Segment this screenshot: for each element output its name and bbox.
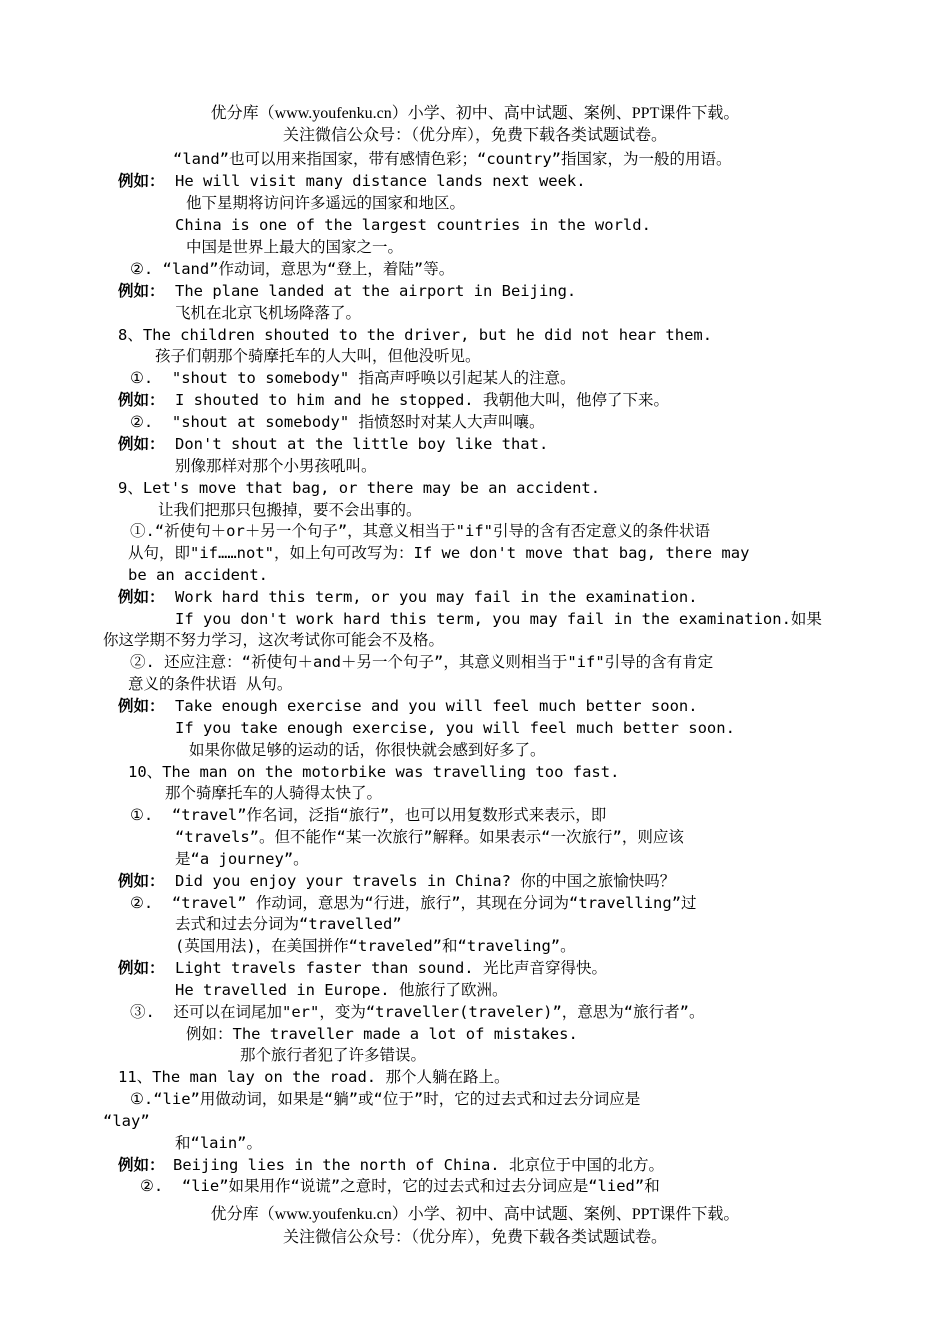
text-line: ①.“lie”用做动词，如果是“躺”或“位于”时，它的过去式和过去分词应是 bbox=[130, 1090, 641, 1108]
example-label: 例如： bbox=[118, 435, 165, 453]
header-line-2: 关注微信公众号：（优分库），免费下载各类试题试卷。 bbox=[282, 127, 667, 144]
text-line: China is one of the largest countries in the world. bbox=[175, 216, 651, 234]
text-line: be an accident. bbox=[128, 566, 268, 584]
text-line: ②. “lie”如果用作“说谎”之意时，它的过去式和过去分词应是“lied”和 bbox=[140, 1177, 660, 1195]
example-label: 例如： bbox=[118, 282, 165, 300]
text-line: 他下星期将访问许多遥远的国家和地区。 bbox=[186, 194, 466, 212]
text-line: 是“a journey”。 bbox=[175, 850, 309, 868]
text-line: ②. "shout at somebody" 指愤怒时对某人大声叫嚷。 bbox=[130, 413, 545, 431]
text-line: 例如：The traveller made a lot of mistakes. bbox=[186, 1025, 578, 1043]
text-line: Don't shout at the little boy like that. bbox=[175, 435, 549, 453]
text-line: 和“lain”。 bbox=[175, 1134, 262, 1152]
text-line: 11、The man lay on the road. 那个人躺在路上。 bbox=[118, 1068, 510, 1086]
example-label: 例如： bbox=[118, 588, 165, 606]
footer-line-1: 优分库（www.youfenku.cn）小学、初中、高中试题、案例、PPT课件下载。 bbox=[210, 1206, 740, 1223]
text-line: 意义的条件状语 从句。 bbox=[128, 675, 293, 693]
text-line: “travels”。但不能作“某一次旅行”解释。如果表示“一次旅行”，则应该 bbox=[175, 828, 684, 846]
text-line: Light travels faster than sound. 光比声音穿得快。 bbox=[175, 959, 607, 977]
text-line: 如果你做足够的运动的话，你很快就会感到好多了。 bbox=[189, 741, 546, 759]
text-line: 中国是世界上最大的国家之一。 bbox=[186, 238, 404, 256]
text-line: 孩子们朝那个骑摩托车的人大叫，但他没听见。 bbox=[155, 347, 481, 365]
text-line: Beijing lies in the north of China. 北京位于中国的北方。 bbox=[173, 1156, 664, 1174]
text-line: ②. “travel” 作动词，意思为“行进，旅行”，其现在分词为“travelling”过 bbox=[130, 894, 697, 912]
example-label: 例如： bbox=[118, 391, 165, 409]
text-line: ①. "shout to somebody" 指高声呼唤以引起某人的注意。 bbox=[130, 369, 576, 387]
text-line: If you don't work hard this term, you may fail in the examination.如果 bbox=[175, 610, 822, 628]
text-line: Work hard this term, or you may fail in the examination. bbox=[175, 588, 698, 606]
footer-line-2: 关注微信公众号：（优分库），免费下载各类试题试卷。 bbox=[282, 1229, 667, 1246]
text-line: ①. “travel”作名词，泛指“旅行”，也可以用复数形式来表示，即 bbox=[130, 806, 607, 824]
example-label: 例如： bbox=[118, 172, 165, 190]
text-line: 那个骑摩托车的人骑得太快了。 bbox=[165, 784, 383, 802]
text-line: 那个旅行者犯了许多错误。 bbox=[240, 1046, 427, 1064]
text-line: He travelled in Europe. 他旅行了欧洲。 bbox=[175, 981, 508, 999]
text-line: “land”也可以用来指国家，带有感情色彩；“country”指国家，为一般的用语。 bbox=[173, 150, 732, 168]
text-line: Take enough exercise and you will feel much better soon. bbox=[175, 697, 698, 715]
text-line: 8、The children shouted to the driver, but he did not hear them. bbox=[118, 326, 713, 344]
text-line: 从句，即"if……not"，如上句可改写为：If we don't move that bag, there may bbox=[128, 544, 750, 562]
text-line: ①.“祈使句＋or＋另一个句子”，其意义相当于"if"引导的含有否定意义的条件状语 bbox=[130, 522, 710, 540]
text-line: (英国用法)，在美国拼作“traveled”和“traveling”。 bbox=[175, 937, 576, 955]
text-line: I shouted to him and he stopped. 我朝他大叫，他停了下来。 bbox=[175, 391, 669, 409]
text-line: 你这学期不努力学习，这次考试你可能会不及格。 bbox=[103, 631, 445, 649]
example-label: 例如： bbox=[118, 697, 165, 715]
text-line: 去式和过去分词为“travelled” bbox=[175, 915, 402, 933]
text-line: The plane landed at the airport in Beijing. bbox=[175, 282, 577, 300]
text-line: 让我们把那只包搬掉，要不会出事的。 bbox=[158, 501, 422, 519]
text-line: He will visit many distance lands next week. bbox=[175, 172, 586, 190]
example-label: 例如： bbox=[118, 959, 165, 977]
text-line: If you take enough exercise, you will feel much better soon. bbox=[175, 719, 735, 737]
text-line: ②. 还应注意：“祈使句＋and＋另一个句子”，其意义则相当于"if"引导的含有肯定 bbox=[130, 653, 714, 671]
text-line: Did you enjoy your travels in China? 你的中国之旅愉快吗？ bbox=[175, 872, 676, 890]
text-line: ③. 还可以在词尾加"er"，变为“traveller(traveler)”，意思为“旅行者”。 bbox=[130, 1003, 705, 1021]
text-line: 10、The man on the motorbike was travelling too fast. bbox=[128, 763, 620, 781]
text-line: 9、Let's move that bag, or there may be an accident. bbox=[118, 479, 601, 497]
example-label: 例如： bbox=[118, 872, 165, 890]
text-line: 别像那样对那个小男孩吼叫。 bbox=[175, 457, 377, 475]
text-line: ②. “land”作动词，意思为“登上，着陆”等。 bbox=[130, 260, 455, 278]
text-line: “lay” bbox=[103, 1112, 150, 1130]
header-line-1: 优分库（www.youfenku.cn）小学、初中、高中试题、案例、PPT课件下载。 bbox=[210, 105, 740, 122]
example-label: 例如： bbox=[118, 1156, 165, 1174]
text-line: 飞机在北京飞机场降落了。 bbox=[175, 304, 362, 322]
